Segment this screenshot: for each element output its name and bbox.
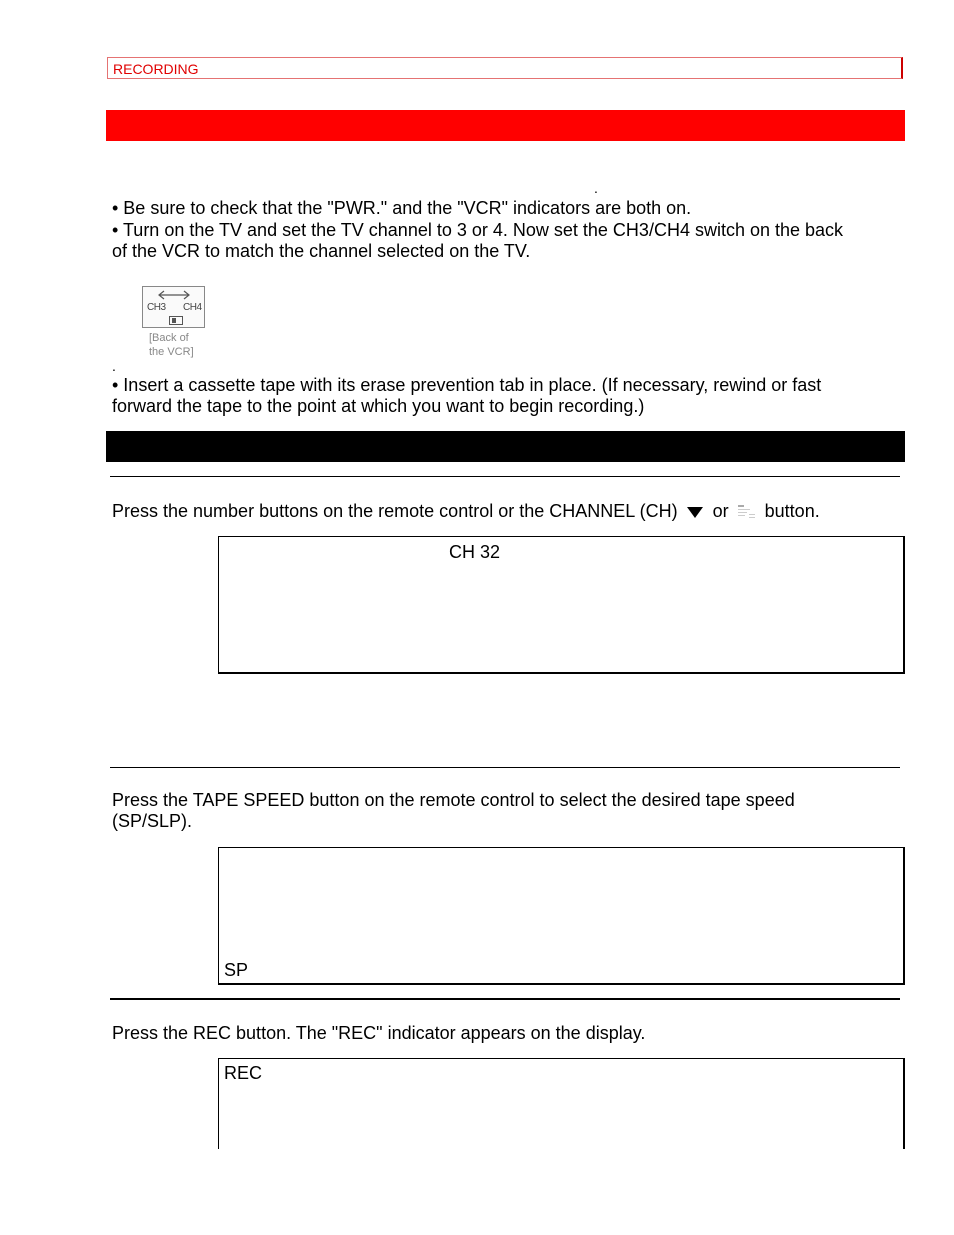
slide-switch bbox=[169, 316, 183, 325]
slide-switch-knob bbox=[172, 318, 176, 323]
channel-up-icon bbox=[736, 503, 758, 521]
ch-switch-figure bbox=[140, 284, 210, 364]
step3-instruction: Press the REC button. The "REC" indicator appears on the display. bbox=[112, 1023, 646, 1043]
step1-text-before: Press the number buttons on the remote control or the CHANNEL (CH) bbox=[112, 501, 678, 521]
step2-instruction-line2: (SP/SLP). bbox=[112, 811, 193, 831]
bullet-check-indicators: • Be sure to check that the "PWR." and the "VCR" indicators are both on. bbox=[112, 198, 692, 218]
bullet-cassette-line1: • Insert a cassette tape with its erase prevention tab in place. (If necessary, rewind or fast bbox=[112, 375, 822, 395]
tape-speed-display-text: SP bbox=[224, 960, 249, 980]
ch4-label: CH4 bbox=[183, 302, 202, 313]
channel-down-icon bbox=[685, 504, 705, 520]
ch3-label: CH3 bbox=[147, 302, 166, 313]
stray-dot: . bbox=[594, 180, 598, 196]
figure-caption-line1: [Back of bbox=[149, 332, 189, 344]
section-label: RECORDING bbox=[113, 61, 199, 77]
step3-display-panel bbox=[218, 1058, 905, 1149]
double-arrow-icon bbox=[157, 290, 191, 300]
step1-instruction bbox=[112, 501, 820, 522]
bullet-tv-channel-line1: • Turn on the TV and set the TV channel to 3 or 4. Now set the CH3/CH4 switch on the back bbox=[112, 220, 844, 240]
step-divider bbox=[110, 998, 900, 1000]
section-label-box bbox=[107, 57, 903, 79]
step-divider bbox=[110, 767, 900, 768]
switch-panel bbox=[142, 286, 205, 328]
step2-instruction-line1: Press the TAPE SPEED button on the remote control to select the desired tape speed bbox=[112, 790, 795, 810]
step1-text-or: or bbox=[712, 501, 729, 521]
steps-header-bar bbox=[106, 431, 905, 462]
stray-dot: . bbox=[112, 358, 116, 374]
title-bar-red bbox=[106, 110, 905, 141]
figure-caption-line2: the VCR] bbox=[149, 346, 194, 358]
step1-text-after: button. bbox=[764, 501, 820, 521]
step2-display-panel bbox=[218, 847, 905, 985]
channel-display-text: CH 32 bbox=[449, 542, 501, 562]
step1-display-panel bbox=[218, 536, 905, 674]
bullet-tv-channel-line2: of the VCR to match the channel selected on the TV. bbox=[112, 241, 531, 261]
bullet-cassette-line2: forward the tape to the point at which you want to begin recording.) bbox=[112, 396, 645, 416]
rec-display-text: REC bbox=[224, 1063, 263, 1083]
step-divider bbox=[110, 476, 900, 477]
